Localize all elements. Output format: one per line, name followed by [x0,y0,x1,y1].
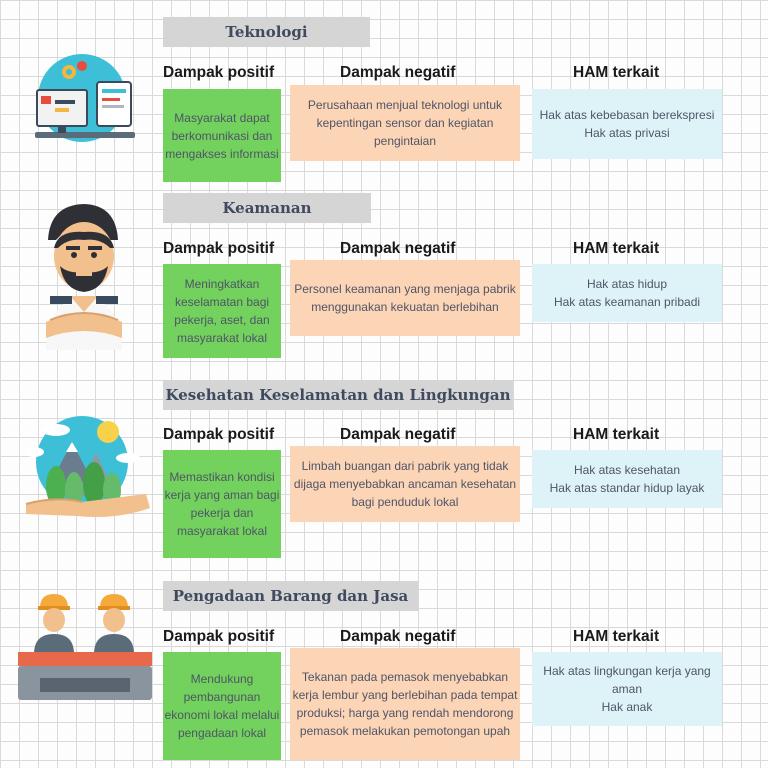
header-negative: Dampak negatif [340,240,456,257]
header-positive: Dampak positif [163,426,275,443]
header-positive: Dampak positif [163,628,275,645]
negative-impact-box: Limbah buangan dari pabrik yang tidak dijaga menyebabkan ancaman kesehatan bagi penduduk lokal [290,446,520,522]
environment-hand-icon [16,412,152,524]
negative-impact-box: Perusahaan menjual teknologi untuk kepentingan sensor dan kegiatan pengintaian [290,85,520,161]
positive-impact-box: Memastikan kondisi kerja yang aman bagi pekerja dan masyarakat lokal [163,450,281,558]
positive-impact-box: Masyarakat dapat berkomunikasi dan mengakses informasi [163,89,281,182]
header-negative: Dampak negatif [340,426,456,443]
negative-impact-box: Tekanan pada pemasok menyebabkan kerja lembur yang berlebihan pada tempat produksi; harga yang rendah mendorong pemasok melakukan pemotongan upah [290,648,520,760]
factory-workers-icon [14,590,154,708]
computer-monitor-icon [25,52,140,144]
positive-impact-box: Mendukung pembangunan ekonomi lokal melalui pengadaan lokal [163,652,281,760]
related-rights-box: Hak atas hidup Hak atas keamanan pribadi [532,264,722,322]
related-rights-box: Hak atas kebebasan berekspresi Hak atas privasi [532,89,722,159]
header-positive: Dampak positif [163,240,275,257]
section-title-teknologi: Teknologi [163,17,370,47]
section-title-keamanan: Keamanan [163,193,371,223]
header-rights: HAM terkait [573,64,660,81]
security-guard-icon [40,200,128,352]
header-rights: HAM terkait [573,240,660,257]
header-rights: HAM terkait [573,426,660,443]
section-title-pengadaan: Pengadaan Barang dan Jasa [163,581,418,611]
related-rights-box: Hak atas kesehatan Hak atas standar hidup layak [532,450,722,508]
section-title-k3l: Kesehatan Keselamatan dan Lingkungan [163,380,513,410]
header-rights: HAM terkait [573,628,660,645]
negative-impact-box: Personel keamanan yang menjaga pabrik menggunakan kekuatan berlebihan [290,260,520,336]
positive-impact-box: Meningkatkan keselamatan bagi pekerja, aset, dan masyarakat lokal [163,264,281,358]
related-rights-box: Hak atas lingkungan kerja yang aman Hak anak [532,652,722,726]
header-negative: Dampak negatif [340,64,456,81]
header-positive: Dampak positif [163,64,275,81]
header-negative: Dampak negatif [340,628,456,645]
